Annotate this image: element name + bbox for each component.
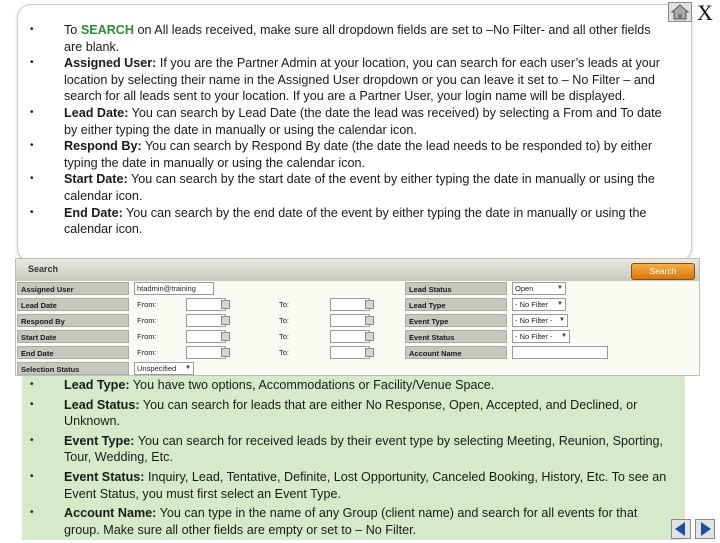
- lead-type-select[interactable]: - No Filter ▼: [512, 298, 566, 311]
- end-date-to-input[interactable]: [330, 346, 370, 359]
- bullet-lead-status: • Lead Status: You can search for leads that are either No Response, Open, Accepted, and Declined, or Unknown.: [30, 397, 638, 429]
- account-name-input[interactable]: [512, 346, 608, 359]
- end-date-label: End Date: [17, 346, 129, 359]
- search-button[interactable]: Search: [631, 263, 695, 280]
- chevron-down-icon: ▼: [185, 365, 191, 371]
- calendar-icon[interactable]: [365, 300, 374, 309]
- chevron-down-icon: ▼: [557, 285, 563, 291]
- respond-by-from-label: From:: [137, 316, 157, 325]
- bullet-lead-date: • Lead Date: You can search by Lead Date (the date the lead was received) by selecting a From and To date by either typing the date in manually or using the calendar icon.: [30, 105, 662, 137]
- lead-date-label: Lead Date: [17, 298, 129, 311]
- bullet-event-status: • Event Status: Inquiry, Lead, Tentative, Definite, Lost Opportunity, Canceled Booking, History, Etc. To see an Event Status, you must first select an Event Type.: [30, 469, 667, 501]
- search-panel-header: [16, 259, 699, 281]
- selection-status-select[interactable]: Unspecified ▼: [134, 362, 194, 375]
- bullet-end-date: • End Date: You can search by the end date of the event by either typing the date in manually or using the calendar icon.: [30, 205, 647, 237]
- end-date-from-input[interactable]: [186, 346, 226, 359]
- lead-status-label: Lead Status: [405, 282, 507, 295]
- next-button[interactable]: [695, 519, 715, 539]
- lead-status-select[interactable]: Open ▼: [512, 282, 566, 295]
- calendar-icon[interactable]: [221, 348, 230, 357]
- event-type-label: Event Type: [405, 314, 507, 327]
- home-button[interactable]: [668, 2, 692, 22]
- top-bullet-list: [30, 22, 670, 238]
- chevron-down-icon: ▼: [557, 301, 563, 307]
- lead-date-to-label: To:: [279, 300, 290, 309]
- bullet-event-type: • Event Type: You can search for received leads by their event type by selecting Meeting, Reunion, Sporting, Tour, Wedding, Etc.: [30, 433, 664, 465]
- start-date-from-input[interactable]: [186, 330, 226, 343]
- chevron-down-icon: ▼: [561, 333, 567, 339]
- close-icon[interactable]: X: [697, 0, 713, 25]
- respond-by-label: Respond By: [17, 314, 129, 327]
- assigned-user-label: Assigned User: [17, 282, 129, 295]
- triangle-right-icon: [696, 520, 714, 538]
- start-date-label: Start Date: [17, 330, 129, 343]
- respond-by-to-label: To:: [279, 316, 290, 325]
- previous-button[interactable]: [671, 519, 691, 539]
- start-date-to-input[interactable]: [330, 330, 370, 343]
- bullet-start-date: • Start Date: You can search by the start date of the event by either typing the date in manually or using the calendar icon.: [30, 172, 655, 203]
- bullet-search-intro: • To SEARCH on All leads received, make sure all dropdown fields are set to –No Filter- and all other fields are blank.: [30, 23, 651, 54]
- account-name-label: Account Name: [405, 346, 507, 359]
- calendar-icon[interactable]: [221, 300, 230, 309]
- selection-status-label: Selection Status: [17, 362, 129, 375]
- lead-date-from-label: From:: [137, 300, 157, 309]
- bullet-assigned-user: • Assigned User: If you are the Partner Admin at your location, you can search for each user’s leads at your location by selecting their name in the Assigned User dropdown or you can leave it set to – No Filter – and search for all leads sent to your location. If you are a Partner User, your login name will be displayed.: [30, 56, 660, 104]
- calendar-icon[interactable]: [221, 332, 230, 341]
- start-date-from-label: From:: [137, 332, 157, 341]
- home-icon: [669, 3, 691, 21]
- lead-type-label: Lead Type: [405, 298, 507, 311]
- assigned-user-field[interactable]: htadmin@training: [134, 282, 214, 295]
- bullet-lead-type: • Lead Type: You have two options, Accommodations or Facility/Venue Space.: [30, 378, 495, 392]
- start-date-to-label: To:: [279, 332, 290, 341]
- search-panel-title: Search: [28, 264, 59, 274]
- end-date-to-label: To:: [279, 348, 290, 357]
- triangle-left-icon: [672, 520, 690, 538]
- lead-date-to-input[interactable]: [330, 298, 370, 311]
- bullet-respond-by: • Respond By: You can search by Respond By date (the date the lead needs to be responded to) by either typing the date in manually or using the calendar icon.: [30, 139, 653, 170]
- calendar-icon[interactable]: [365, 348, 374, 357]
- lead-date-from-input[interactable]: [186, 298, 226, 311]
- calendar-icon[interactable]: [365, 316, 374, 325]
- calendar-icon[interactable]: [221, 316, 230, 325]
- search-panel: [15, 258, 700, 376]
- event-status-label: Event Status: [405, 330, 507, 343]
- event-type-select[interactable]: - No Filter - ▼: [512, 314, 568, 327]
- calendar-icon[interactable]: [365, 332, 374, 341]
- respond-by-to-input[interactable]: [330, 314, 370, 327]
- respond-by-from-input[interactable]: [186, 314, 226, 327]
- end-date-from-label: From:: [137, 348, 157, 357]
- event-status-select[interactable]: - No Filter - ▼: [512, 330, 570, 343]
- bullet-account-name: • Account Name: You can type in the name of any Group (client name) and search for all events for that group. Make sure all other fields are empty or set to – No Filter.: [30, 506, 638, 537]
- chevron-down-icon: ▼: [559, 317, 565, 323]
- bottom-bullet-list: [30, 377, 670, 538]
